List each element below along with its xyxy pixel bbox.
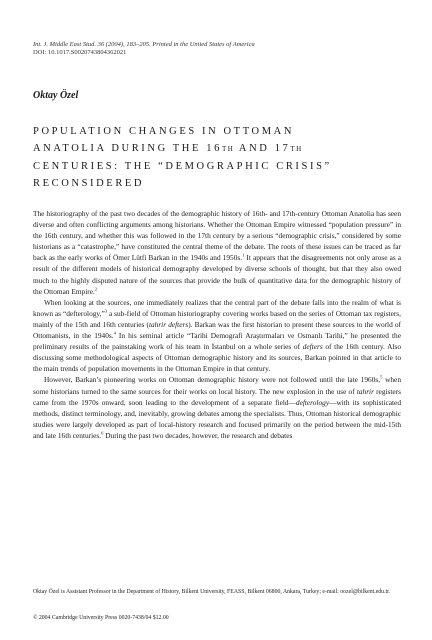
text-run: a sub-field of Ottoman historiography covering works based on the series of Ottoman tax registers, mainly of the 15th and 16th centuries ( xyxy=(33,308,401,329)
article-title xyxy=(33,123,403,192)
author-affiliation-note: Oktay Özel is Assistant Professor in the Department of History, Bilkent University, FEASS, Bilkent 06800, Ankara, Turkey; e-mail: oozel@bilkent.edu.tr. xyxy=(33,589,391,595)
footnote-ref-1[interactable]: 1 xyxy=(242,252,245,258)
text-run: registers came from the 1970s onward, soon leading to the development of a separate field— xyxy=(33,386,401,407)
paragraph-3 xyxy=(33,374,401,441)
footnote-ref-5[interactable]: 5 xyxy=(380,374,383,380)
title-line-1: POPULATION CHANGES IN OTTOMAN xyxy=(33,126,295,137)
title-line-2 xyxy=(33,140,403,158)
paragraph-2 xyxy=(33,297,401,375)
footnote-ref-6[interactable]: 6 xyxy=(101,430,104,436)
text-run: It appears that the disagreements not only arose as a result of the different models of historical demography developed by diverse schools of thought, but that they also owed much to the highly disputed nature of the sources that provide the bulk of quantitative data for the demographic history of the Ottoman Empire. xyxy=(33,253,402,296)
footnote-ref-2[interactable]: 2 xyxy=(94,286,98,292)
text-run: ). Barkan was the first historian to present these sources to the world of Ottomanists, in the 1940s. xyxy=(33,319,401,341)
text-run: when some historians turned to the same sources for their works on local history. The new explosion in the use of xyxy=(33,375,401,396)
title-line-3: CENTURIES: THE “DEMOGRAPHIC CRISIS” xyxy=(33,161,332,172)
italic-term: tahrir defters xyxy=(148,319,189,329)
text-run: However, Barkan’s pioneering works on Ottoman demographic history were not followed until the late 1960s, xyxy=(44,375,381,385)
journal-citation: Int. J. Middle East Stud. 36 (2004), 183–205. Printed in the United States of America xyxy=(33,41,255,48)
italic-term: tahrir xyxy=(356,386,374,396)
author-name: Oktay Özel xyxy=(33,90,79,101)
italic-term: defters xyxy=(302,342,323,352)
text-run: of the 16th century. Also discussing some methodological aspects of Ottoman demographic history and its sources, Barkan pointed in that article to the main trends of population movements in the Ottoman Empire in that century. xyxy=(33,342,401,374)
text-run: During the past two decades, however, the research and debates xyxy=(103,430,293,440)
text-run: In his seminal article “Tarihi Demografi Araştırmaları ve Osmanlı Tarihi,” he presented the preliminary results of the painstaking work of his team in İstanbul on a whole series of xyxy=(33,331,401,352)
title-sup-2: TH xyxy=(290,145,303,153)
footnote-ref-3[interactable]: 3 xyxy=(104,308,108,314)
title-line-4: RECONSIDERED xyxy=(33,178,145,189)
title-line-2-b: AND 17 xyxy=(234,143,291,154)
italic-term: defterology xyxy=(295,397,330,407)
footnote-ref-4[interactable]: 4 xyxy=(113,330,116,336)
paragraph-1 xyxy=(33,208,401,297)
text-run: The historiography of the past two decades of the demographic history of 16th- and 17th-century Ottoman Anatolia has seen diverse and often conflicting arguments among historians. Whether the Ottoman Empire witnessed “population pressure” in the 16th century, and whether this was followed in the 17th century by a serious “demographic crisis,” considered by some historians as a “catastrophe,” have constituted the central theme of the debate. The roots of these issues can be traced as far back as the early works of Ömer Lütfi Barkan in the 1940s and 1950s. xyxy=(33,209,401,263)
doi[interactable]: DOI: 10.1017.S0020743804362021 xyxy=(33,49,127,56)
copyright-line: © 2004 Cambridge University Press 0020-7438/04 $12.00 xyxy=(33,615,169,621)
text-run: —with its sophisticated methods, distinct terminology, and, inevitably, growing debates among the specialists. Thus, Ottoman historical demographic studies were largely developed as part of local-history research and focused primarily on the period between the mid-15th and late 16th centuries. xyxy=(33,397,401,440)
title-sup-1: TH xyxy=(221,145,235,153)
title-line-2-a: ANATOLIA DURING THE 16 xyxy=(33,143,222,154)
article-body xyxy=(33,208,401,441)
text-run: When looking at the sources, one immediately realizes that the central part of the debate falls into the realm of what is known as “defterology,” xyxy=(33,297,401,318)
